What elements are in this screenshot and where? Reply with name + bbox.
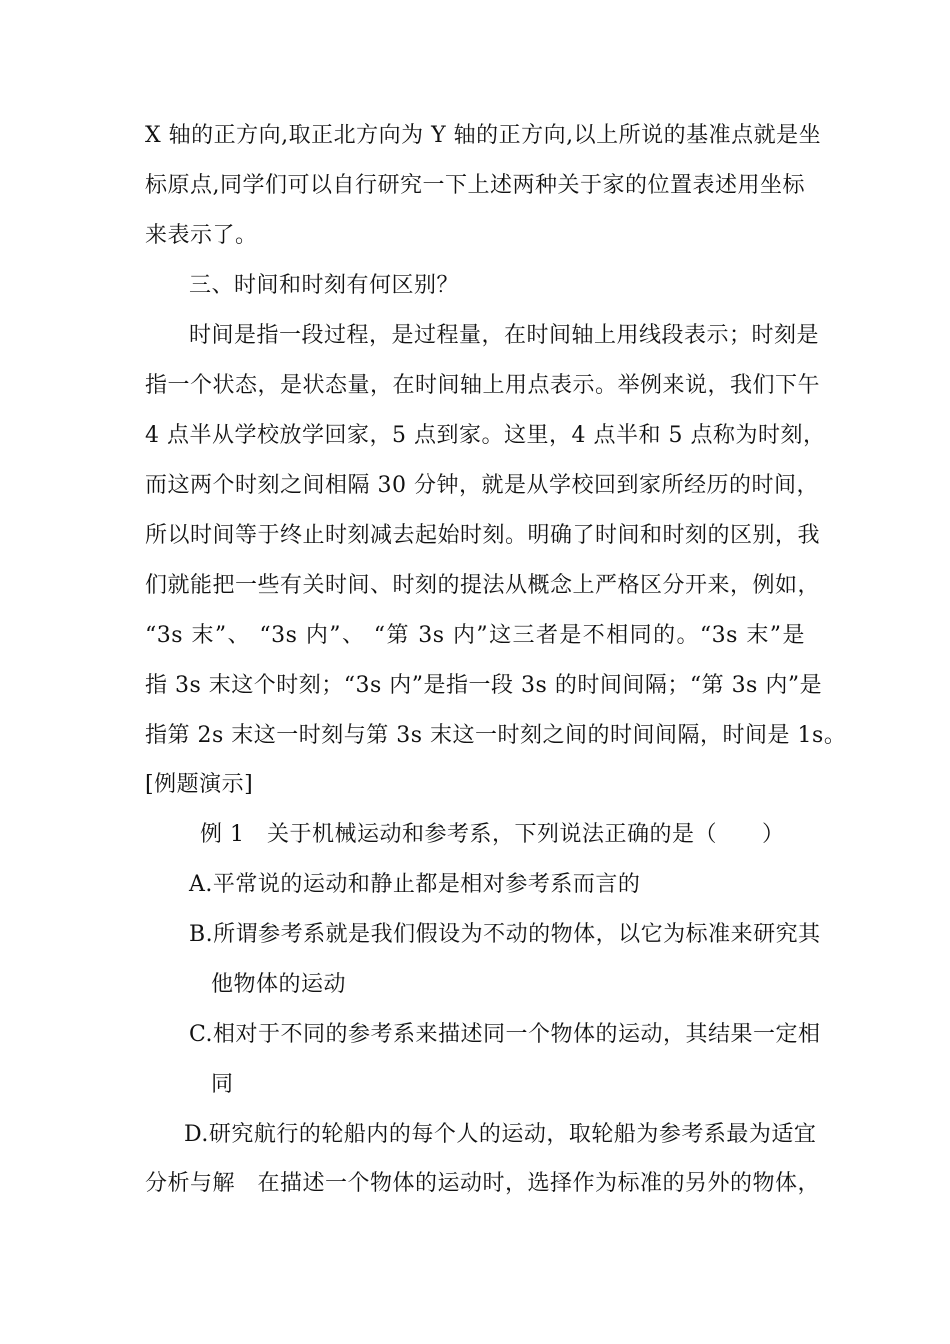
option-b: B.所谓参考系就是我们假设为不动的物体，以它为标准来研究其 — [189, 922, 821, 947]
analysis-line: 分析与解 在描述一个物体的运动时，选择作为标准的另外的物体， — [145, 1171, 821, 1196]
text-line: 们就能把一些有关时间、时刻的提法从概念上严格区分开来，例如， — [145, 573, 821, 598]
text-line: 所以时间等于终止时刻减去起始时刻。明确了时间和时刻的区别，我 — [145, 523, 821, 548]
example-heading: [例题演示] — [145, 772, 254, 797]
option-a: A.平常说的运动和静止都是相对参考系而言的 — [189, 872, 641, 897]
option-d: D.研究航行的轮船内的每个人的运动，取轮船为参考系最为适宜 — [184, 1122, 817, 1147]
text-line: X 轴的正方向,取正北方向为 Y 轴的正方向,以上所说的基准点就是坐 — [145, 123, 822, 148]
text-line: 指第 2s 末这一时刻与第 3s 末这一时刻之间的时间间隔，时间是 1s。 — [145, 723, 847, 748]
text-line: 指一个状态，是状态量，在时间轴上用点表示。举例来说，我们下午 — [145, 373, 821, 398]
text-line: “3s 末”、 “3s 内”、 “第 3s 内”这三者是不相同的。“3s 末”是 — [145, 623, 805, 648]
text-line: 4 点半从学校放学回家，5 点到家。这里，4 点半和 5 点称为时刻， — [145, 423, 826, 448]
option-c: C.相对于不同的参考系来描述同一个物体的运动，其结果一定相 — [189, 1022, 821, 1047]
section-heading: 三、时间和时刻有何区别？ — [189, 273, 460, 298]
example-question: 例 1 关于机械运动和参考系，下列说法正确的是（ ） — [200, 822, 785, 847]
text-line: 指 3s 末这个时刻；“3s 内”是指一段 3s 的时间间隔；“第 3s 内”是 — [145, 673, 823, 698]
text-line: 时间是指一段过程，是过程量，在时间轴上用线段表示；时刻是 — [189, 323, 820, 348]
text-line: 来表示了。 — [145, 223, 258, 248]
option-c-continuation: 同 — [211, 1072, 234, 1097]
option-b-continuation: 他物体的运动 — [211, 972, 347, 997]
text-line: 而这两个时刻之间相隔 30 分钟，就是从学校回到家所经历的时间， — [145, 473, 819, 498]
text-line: 标原点,同学们可以自行研究一下上述两种关于家的位置表述用坐标 — [145, 173, 805, 198]
